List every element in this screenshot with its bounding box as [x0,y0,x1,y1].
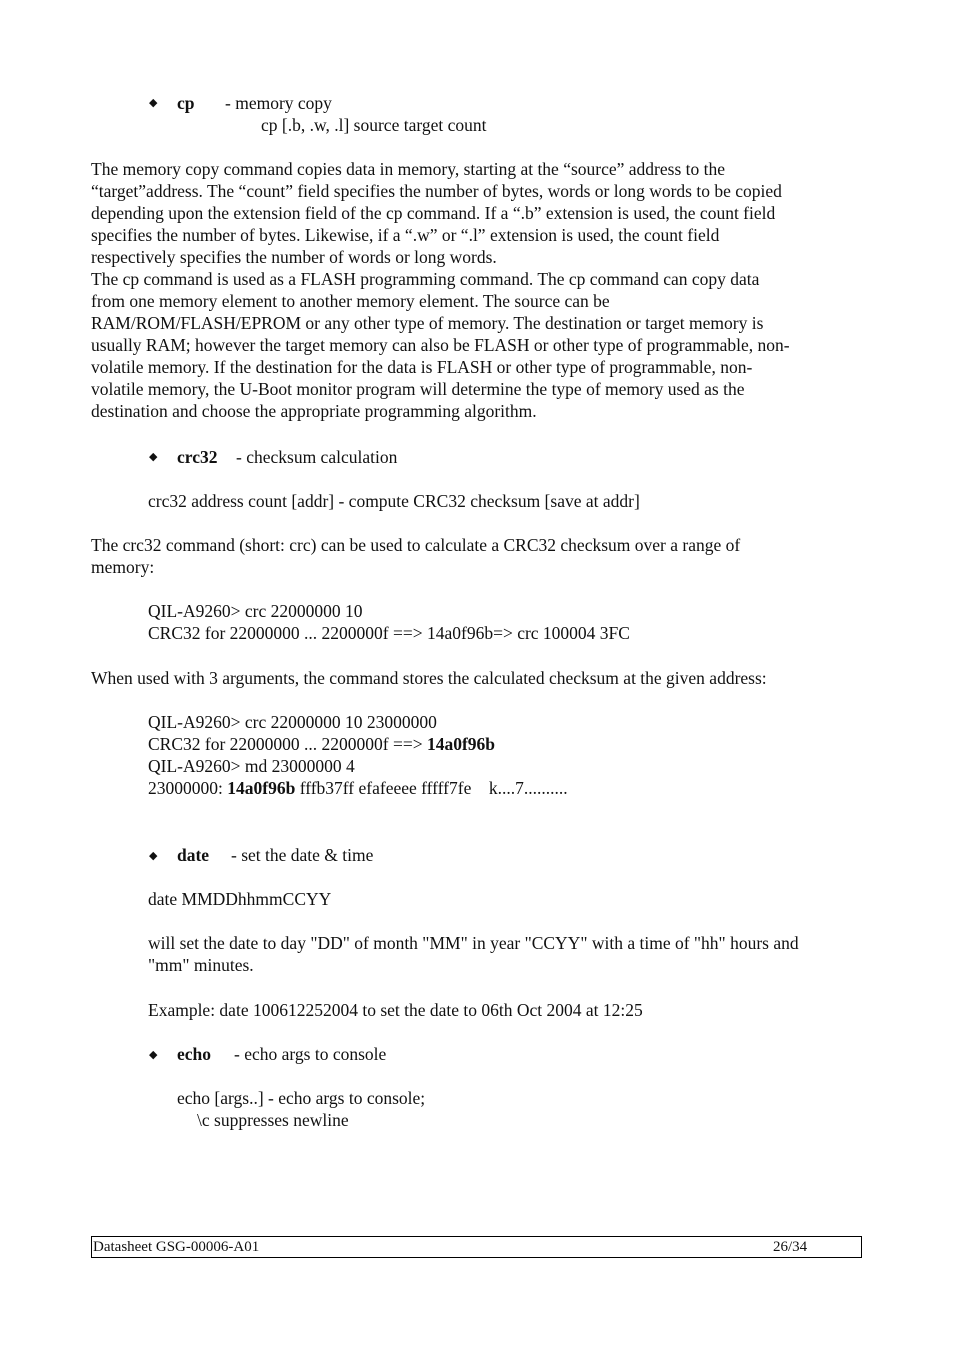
echo-command-desc: - echo args to console [234,1044,387,1064]
footer-doc-id: Datasheet GSG-00006-A01 [93,1239,260,1255]
text-line: RAM/ROM/FLASH/EPROM or any other type of memory. The destination or target memory is [91,313,764,333]
page-footer [91,1236,862,1258]
echo-note: \c suppresses newline [197,1110,349,1130]
crc32-example2-line: 23000000: 14a0f96b fffb37ff efafeeee fffff7fe k....7.......... [148,778,568,798]
text-line: The memory copy command copies data in memory, starting at the “source” address to the [91,159,726,179]
date-example: Example: date 100612252004 to set the date to 06th Oct 2004 at 12:25 [148,1000,643,1020]
echo-syntax: echo [args..] - echo args to console; [177,1088,426,1108]
date-command-name: date [177,845,210,865]
text-line: destination and choose the appropriate programming algorithm. [91,401,537,421]
text-line: specifies the number of bytes. Likewise, if a “.w” or “.l” extension is used, the count field [91,225,720,245]
bullet-icon: ◆ [149,97,158,109]
cp-command-desc: - memory copy [225,93,332,113]
date-explain-line: will set the date to day "DD" of month "MM" in year "CCYY" with a time of "hh" hours and [148,933,799,953]
text-line: volatile memory, the U-Boot monitor program will determine the type of memory used as the [91,379,745,399]
crc32-command-desc: - checksum calculation [236,447,398,467]
cp-command-name: cp [177,93,195,113]
crc32-example-line: CRC32 for 22000000 ... 2200000f ==> 14a0f96b=> crc 100004 3FC [148,623,630,643]
text-line: usually RAM; however the target memory can also be FLASH or other type of programmable, non- [91,335,790,355]
date-command-desc: - set the date & time [231,845,374,865]
echo-command-name: echo [177,1044,212,1064]
cp-description [91,158,871,422]
text-line: The cp command is used as a FLASH programming command. The cp command can copy data [91,269,760,289]
bullet-icon: ◆ [149,1049,158,1061]
date-explain-line: "mm" minutes. [148,955,254,975]
crc32-example2-line: CRC32 for 22000000 ... 2200000f ==> 14a0f96b [148,734,496,754]
text-line: The crc32 command (short: crc) can be used to calculate a CRC32 checksum over a range of [91,535,741,555]
crc32-command-name: crc32 [177,447,218,467]
text-line: respectively specifies the number of words or long words. [91,247,497,267]
footer-page-number: 26/34 [773,1239,808,1255]
crc32-when-text: When used with 3 arguments, the command stores the calculated checksum at the given address: [91,668,767,688]
crc32-example2-line: QIL-A9260> crc 22000000 10 23000000 [148,712,437,732]
crc32-syntax: crc32 address count [addr] - compute CRC32 checksum [save at addr] [148,491,640,511]
crc32-intro [91,534,871,578]
text-line: memory: [91,557,155,577]
bullet-icon: ◆ [149,850,158,862]
text-line: “target”address. The “count” field specifies the number of bytes, words or long words to be copied [91,181,782,201]
text-line: depending upon the extension field of the cp command. If a “.b” extension is used, the count field [91,203,776,223]
date-syntax: date MMDDhhmmCCYY [148,889,332,909]
text-line: volatile memory. If the destination for the data is FLASH or other type of programmable, non- [91,357,753,377]
text-line: from one memory element to another memory element. The source can be [91,291,610,311]
bullet-icon: ◆ [149,451,158,463]
cp-syntax: cp [.b, .w, .l] source target count [261,115,487,135]
crc32-example-line: QIL-A9260> crc 22000000 10 [148,601,363,621]
crc32-example2-line: QIL-A9260> md 23000000 4 [148,756,355,776]
